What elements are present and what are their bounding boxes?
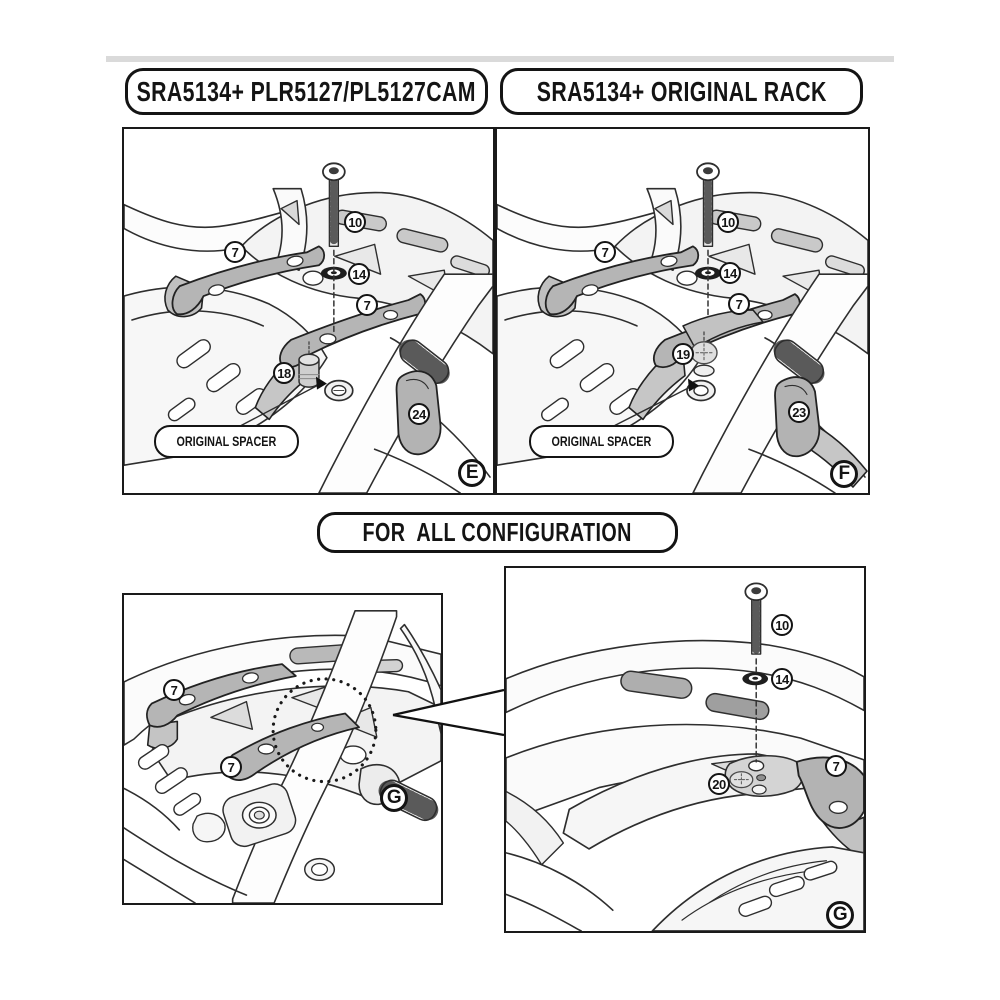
callout-part-19: 19 bbox=[672, 343, 694, 365]
callout-part-7-lower: 7 bbox=[356, 294, 378, 316]
banner-text: FOR ALL CONFIGURATION bbox=[362, 517, 633, 547]
callout-part-7-lower: 7 bbox=[728, 293, 750, 315]
original-spacer-text-e: ORIGINAL SPACER bbox=[176, 434, 277, 449]
original-spacer-text-f: ORIGINAL SPACER bbox=[551, 434, 652, 449]
title-left-text: SRA5134+ PLR5127/PL5127CAM bbox=[136, 75, 477, 107]
callout-part-7-upper: 7 bbox=[163, 679, 185, 701]
callout-part-10: 10 bbox=[344, 211, 366, 233]
panel-g-left-art bbox=[124, 595, 441, 903]
panel-e-diagram bbox=[122, 127, 495, 495]
callout-part-14: 14 bbox=[719, 262, 741, 284]
callout-part-10: 10 bbox=[771, 614, 793, 636]
panel-g-detail-diagram bbox=[504, 566, 866, 933]
callout-part-14: 14 bbox=[771, 668, 793, 690]
step-letter-f: F bbox=[830, 460, 858, 488]
magnifier-pointer bbox=[386, 680, 506, 742]
title-right-config bbox=[500, 68, 863, 115]
callout-part-7: 7 bbox=[825, 755, 847, 777]
banner-all-configuration bbox=[317, 512, 678, 553]
original-spacer-label-f bbox=[529, 425, 674, 458]
title-left-config bbox=[125, 68, 488, 115]
title-right-text: SRA5134+ ORIGINAL RACK bbox=[536, 75, 827, 107]
step-letter-g-left: G bbox=[380, 784, 408, 812]
top-divider bbox=[106, 56, 894, 62]
panel-f-diagram bbox=[495, 127, 870, 495]
callout-part-7-lower: 7 bbox=[220, 756, 242, 778]
panel-g-right-art bbox=[506, 568, 864, 931]
callout-part-7-upper: 7 bbox=[594, 241, 616, 263]
callout-part-14: 14 bbox=[348, 263, 370, 285]
callout-part-10: 10 bbox=[717, 211, 739, 233]
original-spacer-label-e bbox=[154, 425, 299, 458]
step-letter-g-right: G bbox=[826, 901, 854, 929]
callout-part-7-upper: 7 bbox=[224, 241, 246, 263]
panel-g-overview-diagram bbox=[122, 593, 443, 905]
callout-part-23: 23 bbox=[788, 401, 810, 423]
callout-part-24: 24 bbox=[408, 403, 430, 425]
callout-part-18: 18 bbox=[273, 362, 295, 384]
step-letter-e: E bbox=[458, 459, 486, 487]
callout-part-20: 20 bbox=[708, 773, 730, 795]
